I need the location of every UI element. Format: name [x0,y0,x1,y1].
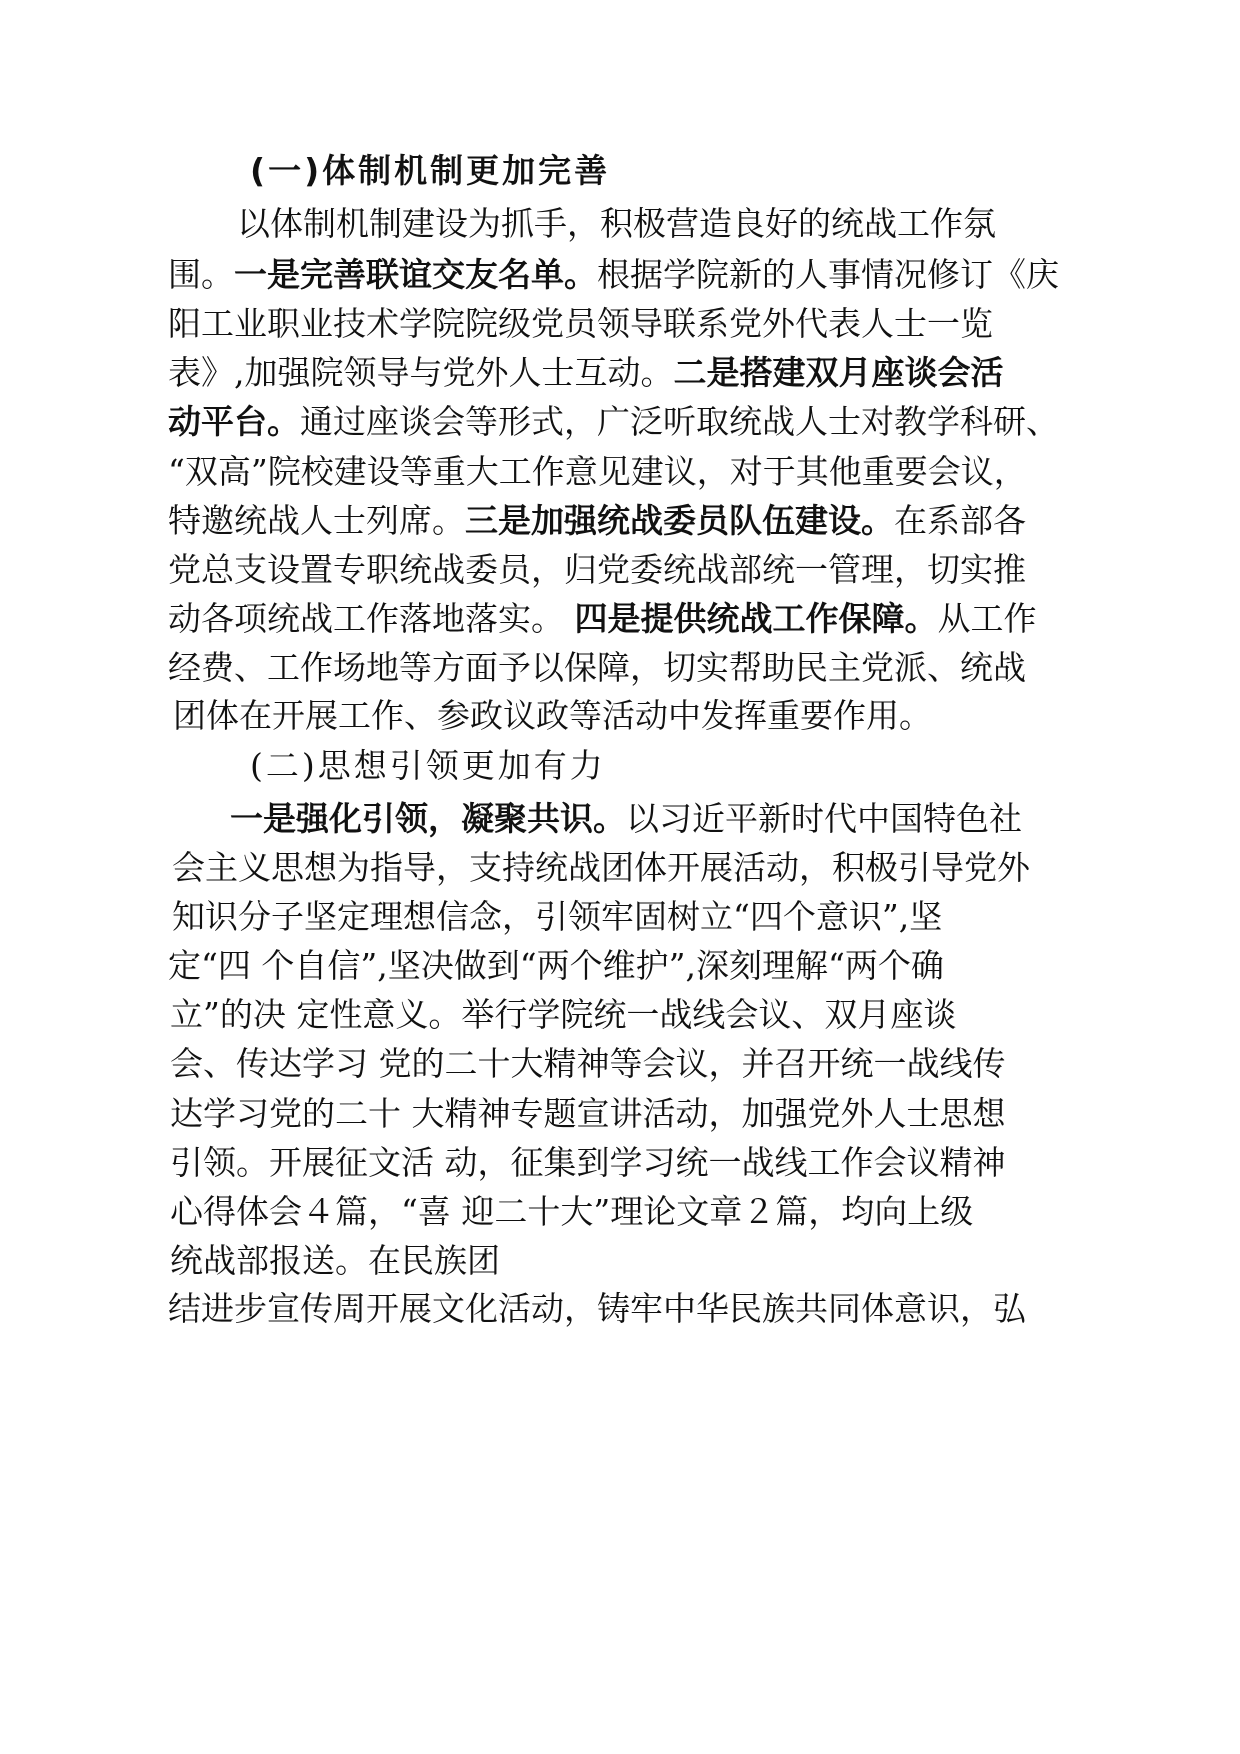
text-run: 阳工业职业技术学院院级党员领导联系党外代表人士一览 [168,304,993,343]
text-line [170,1190,974,1234]
text-line [237,202,996,246]
text-run: 从工作 [937,599,1037,638]
text-run: 通过座谈会等形式，广泛听取统战人士对教学科研、 [300,402,1059,441]
text-line [172,846,1030,890]
text-run: 引领。开展征文活 动，征集到学习统一战线工作会议精神 [170,1143,1006,1182]
text-run: 会主义思想为指导，支持统战团体开展活动，积极引导党外 [172,848,1030,887]
text-line [168,1287,1026,1331]
text-line [170,1092,1006,1136]
text-run: 以体制机制建设为抓手，积极营造良好的统战工作氛 [237,204,996,243]
text-line [168,400,1059,444]
text-line [168,499,1026,543]
text-line [168,597,1037,641]
text-run: 知识分子坚定理想信念，引领牢固树立“四个意识”,坚 [172,897,943,936]
text-line [168,302,993,346]
text-line [168,253,1059,297]
text-line [230,797,1022,841]
section-heading-2: (二)思想引领更加有力 [250,746,606,785]
text-run: 结进步宣传周开展文化活动，铸牢中华民族共同体意识，弘 [168,1289,1026,1328]
text-line [170,1141,1006,1185]
text-run: 团体在开展工作、参政议政等活动中发挥重要作用。 [173,696,932,735]
text-line [170,993,956,1037]
bold-phrase: 一是强化引领，凝聚共识。 [230,799,626,838]
section-heading-1: (一)体制机制更加完善 [250,151,611,190]
text-line [172,895,942,939]
bold-phrase: 一是完善联谊交友名单。 [234,255,597,294]
text-run: 立”的决 定性意义。举行学院统一战线会议、双月座谈 [170,995,957,1034]
text-run: 心得体会４篇，“喜 迎二十大”理论文章２篇，均向上级 [170,1192,974,1231]
text-run: 达学习党的二十 大精神专题宣讲活动，加强党外人士思想 [170,1094,1006,1133]
text-run: 在系部各 [894,501,1026,540]
text-line [168,450,1027,494]
text-run: 统战部报送。在民族团 [170,1241,500,1280]
bold-phrase: 四是提供统战工作保障。 [574,599,938,638]
text-run: 会、传达学习 党的二十大精神等会议，并召开统一战线传 [170,1044,1006,1083]
text-run: “双高”院校建设等重大工作意见建议，对于其他重要会议， [168,452,1027,491]
text-line [168,646,1026,690]
text-line [168,548,1026,592]
text-line [170,1042,1006,1086]
text-run: 根据学院新的人事情况修订《庆 [597,255,1059,294]
text-line [173,694,932,738]
text-run: 党总支设置专职统战委员，归党委统战部统一管理，切实推 [168,550,1026,589]
text-run: 围。 [168,255,234,294]
text-line [170,1239,500,1283]
text-run: 定“四 个自信”,坚决做到“两个维护”,深刻理解“两个确 [168,946,944,985]
text-run: 经费、工作场地等方面予以保障，切实帮助民主党派、统战 [168,648,1026,687]
bold-phrase: 动平台。 [168,402,300,441]
bold-phrase: 二是搭建双月座谈会活 [673,353,1004,392]
bold-phrase: 三是加强统战委员队伍建设。 [465,501,894,540]
text-run: 特邀统战人士列席。 [168,501,465,540]
text-line [168,351,1004,395]
text-run: 表》,加强院领导与党外人士互动。 [168,353,674,392]
text-line [168,944,944,988]
text-run: 动各项统战工作落地落实。 [168,599,575,638]
text-run: 以习近平新时代中国特色社 [626,799,1022,838]
